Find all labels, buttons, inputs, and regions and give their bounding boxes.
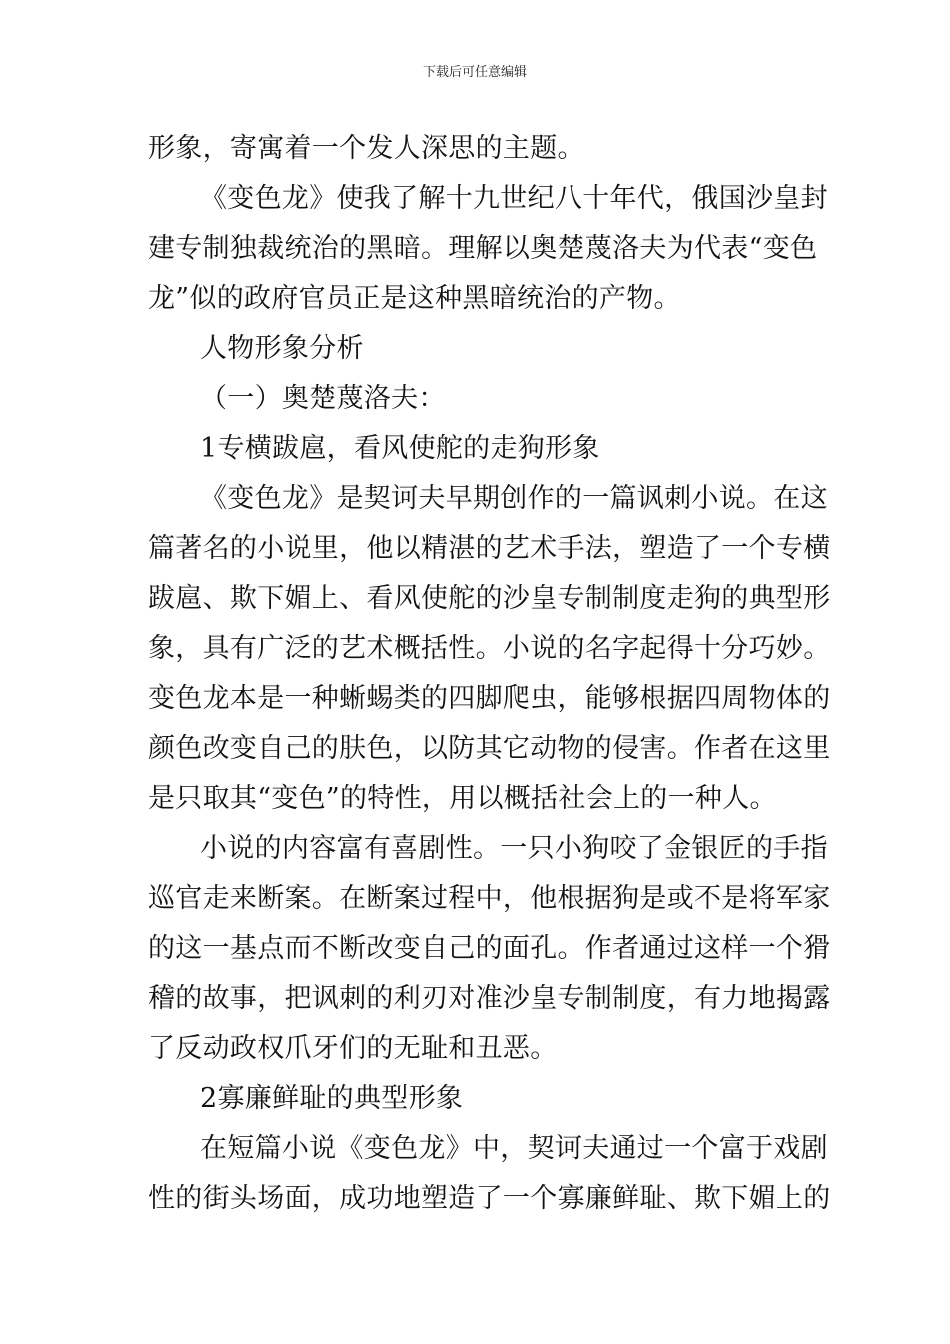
text-line: 形象，寄寓着一个发人深思的主题。 (148, 133, 585, 164)
page-header: 下载后可任意编辑 (422, 65, 527, 80)
text-line: 颜色改变自己的肤色，以防其它动物的侵害。作者在这里 (148, 733, 831, 764)
text-line: 变色龙本是一种蜥蜴类的四脚爬虫，能够根据四周物体的 (148, 683, 831, 714)
text-line: 篇著名的小说里，他以精湛的艺术手法，塑造了一个专横 (148, 533, 831, 564)
text-line: 稽的故事，把讽刺的利刃对准沙皇专制制度，有力地揭露 (148, 983, 831, 1014)
text-line: 性的街头场面，成功地塑造了一个寡廉鲜耻、欺下媚上的 (148, 1183, 831, 1214)
section-heading: 人物形象分析 (200, 333, 364, 364)
point-heading: 1专横跋扈，看风使舵的走狗形象 (200, 433, 600, 464)
text-line: 是只取其“变色”的特性，用以概括社会上的一种人。 (148, 783, 777, 814)
text-line: 跋扈、欺下媚上、看风使舵的沙皇专制制度走狗的典型形 (148, 583, 831, 614)
text-line: 了反动政权爪牙们的无耻和丑恶。 (148, 1033, 558, 1064)
text-line: 《变色龙》使我了解十九世纪八十年代，俄国沙皇封 (200, 183, 828, 214)
text-line: 龙”似的政府官员正是这种黑暗统治的产物。 (148, 283, 681, 314)
document-body (148, 124, 831, 1224)
text-line: 象，具有广泛的艺术概括性。小说的名字起得十分巧妙。 (148, 633, 831, 664)
text-line: 建专制独裁统治的黑暗。理解以奥楚蔑洛夫为代表“变色 (148, 233, 818, 264)
text-line: 的这一基点而不断改变自己的面孔。作者通过这样一个猾 (148, 933, 831, 964)
text-line: 小说的内容富有喜剧性。一只小狗咬了金银匠的手指 (200, 833, 828, 864)
subsection-heading: （一）奥楚蔑洛夫： (200, 383, 446, 414)
point-heading: 2寡廉鲜耻的典型形象 (200, 1083, 464, 1114)
text-line: 在短篇小说《变色龙》中，契诃夫通过一个富于戏剧 (200, 1133, 828, 1164)
text-line: 《变色龙》是契诃夫早期创作的一篇讽刺小说。在这 (200, 483, 828, 514)
text-line: 巡官走来断案。在断案过程中，他根据狗是或不是将军家 (148, 883, 831, 914)
